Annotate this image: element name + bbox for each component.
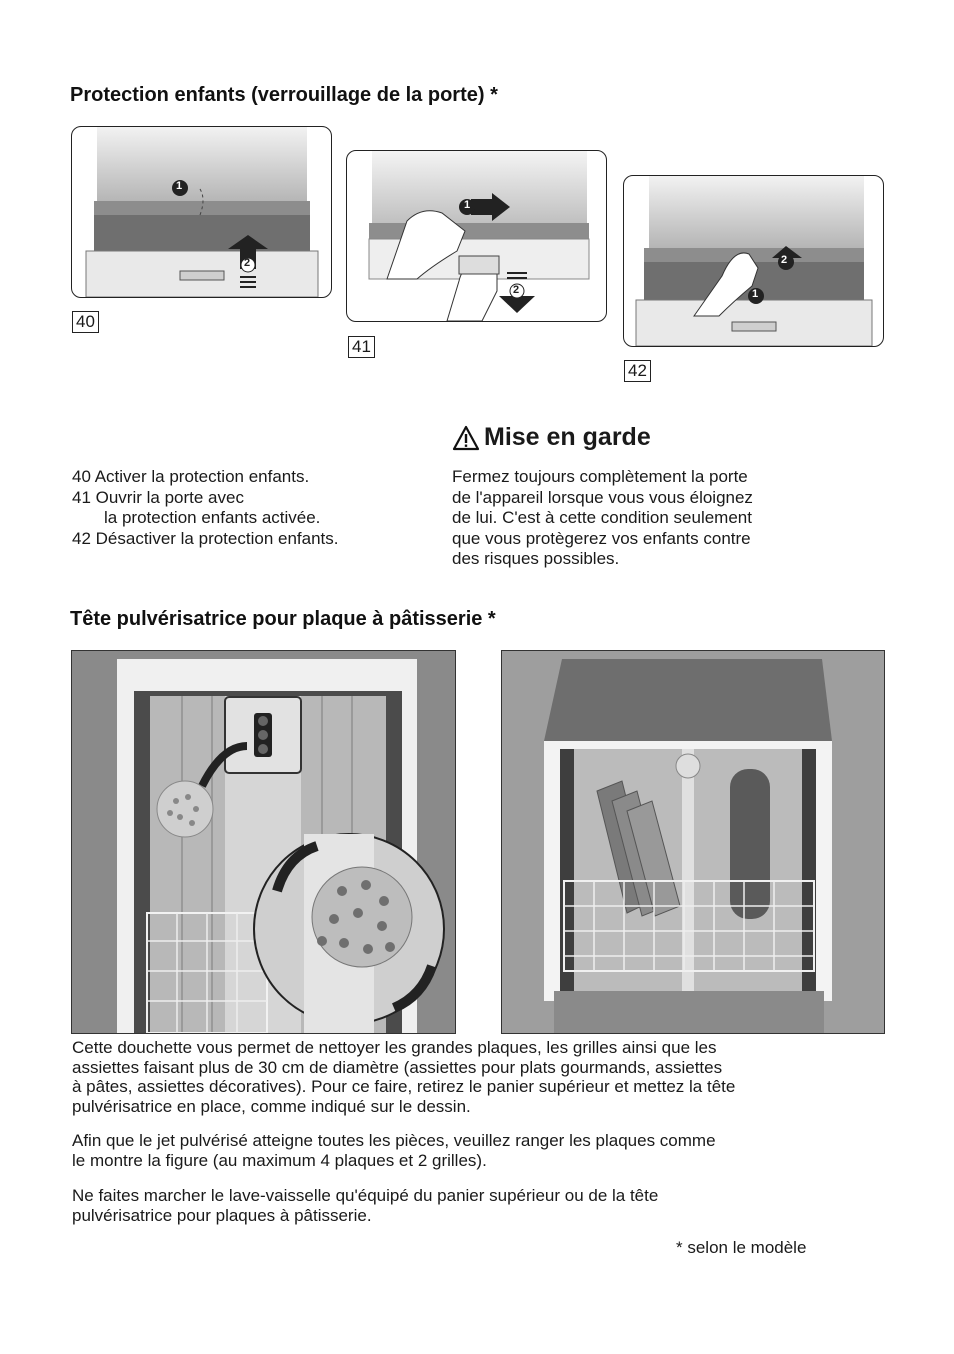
warning-title: Mise en garde [484, 423, 651, 451]
figure-40-activate-lock [71, 126, 332, 298]
step-badge-2: 2 [513, 284, 520, 296]
footnote-model-dependent: * selon le modèle [676, 1238, 807, 1257]
warning-line: de l'appareil lorsque vous vous éloignez [452, 487, 753, 507]
text-line: le montre la figure (au maximum 4 plaques et 2 grilles). [72, 1150, 487, 1170]
section-title-spray-head: Tête pulvérisatrice pour plaque à pâtisserie * [70, 608, 496, 630]
text-line: Afin que le jet pulvérisé atteigne toutes les pièces, veuillez ranger les plaques comme [72, 1131, 716, 1150]
figure-42-deactivate-lock [623, 175, 884, 347]
text-line: Ne faites marcher le lave-vaisselle qu'équipé du panier supérieur ou de la tête [72, 1186, 659, 1205]
paragraph-arrangement [72, 1131, 872, 1170]
step-badge-1: 1 [176, 180, 183, 192]
text-line: assiettes faisant plus de 30 cm de diamètre (assiettes pour plats gourmands, assiettes [72, 1057, 723, 1077]
figure-captions [72, 467, 432, 549]
step-badge-2: 2 [781, 254, 788, 266]
text-line: pulvérisatrice pour plaques à pâtisserie. [72, 1205, 372, 1225]
figure-label-41: 41 [348, 336, 375, 358]
figure-label-42: 42 [624, 360, 651, 382]
photo-trays-arrangement [501, 650, 885, 1034]
caption-42: 42 Désactiver la protection enfants. [72, 528, 339, 548]
warning-line: que vous protègerez vos enfants contre [452, 528, 751, 548]
warning-line: de lui. C'est à cette condition seulement [452, 508, 752, 527]
paragraph-spray-head-usage [72, 1038, 872, 1116]
text-line: pulvérisatrice en place, comme indiqué sur le dessin. [72, 1096, 471, 1116]
step-badge-1: 1 [752, 288, 759, 300]
step-badge-2: 2 [244, 257, 251, 269]
warning-line: des risques possibles. [452, 549, 620, 568]
warning-triangle-icon [452, 425, 480, 451]
caption-41-continued: la protection enfants activée. [104, 508, 321, 527]
figure-label-40: 40 [72, 311, 99, 333]
step-badge-1: 1 [464, 199, 471, 211]
caption-41: 41 Ouvrir la porte avec [72, 487, 244, 507]
text-line: à pâtes, assiettes décoratives). Pour ce faire, retirez le panier supérieur et mettez la tête [72, 1077, 736, 1096]
section-title-child-lock: Protection enfants (verrouillage de la porte) * [70, 84, 498, 106]
paragraph-operation-note [72, 1186, 872, 1225]
figure-41-open-door [346, 150, 607, 322]
photo-spray-head-installation [71, 650, 456, 1034]
warning-line: Fermez toujours complètement la porte [452, 467, 748, 486]
caption-40: 40 Activer la protection enfants. [72, 467, 310, 486]
text-line: Cette douchette vous permet de nettoyer les grandes plaques, les grilles ainsi que les [72, 1038, 717, 1057]
warning-text [452, 467, 852, 570]
warning-heading [452, 423, 651, 452]
